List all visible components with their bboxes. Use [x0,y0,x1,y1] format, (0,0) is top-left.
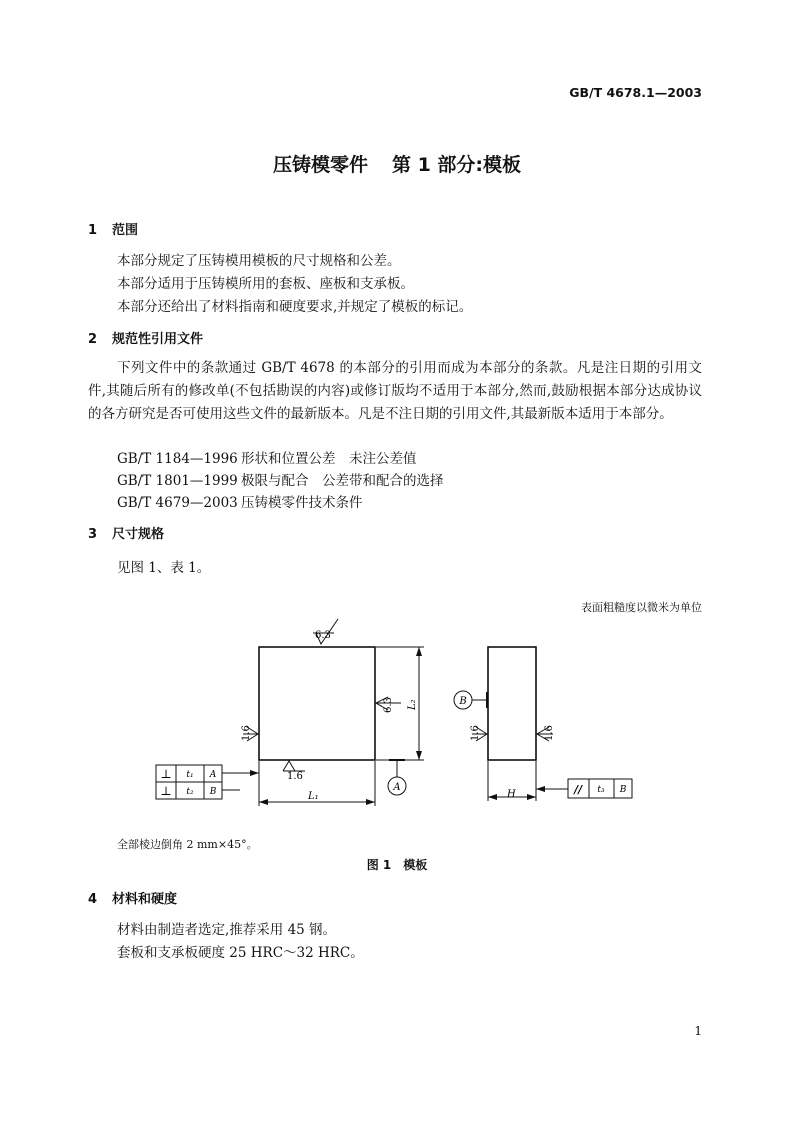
side-view-outline [488,647,536,760]
section-1-para-3: 本部分还给出了材料指南和硬度要求,并规定了模板的标记。 [117,299,473,315]
fcf2-symbol: ⊥ [160,784,172,798]
datum-A-circle [388,777,406,795]
standard-code: GB/T 4678.1—2003 [569,85,702,100]
section-3-heading: 3 尺寸规格 [88,527,165,542]
roughness-left-symbol [247,727,258,741]
fcf3-tolerance: t₃ [597,785,605,795]
fcf1-tolerance: t₁ [186,770,194,780]
title-main: 压铸模零件 [272,154,368,176]
roughness-top-value: 6.3 [315,630,331,641]
unit-note: 表面粗糙度以微米为单位 [581,601,702,614]
section-4-para-2: 套板和支承板硬度 25 HRC～32 HRC。 [117,945,364,961]
reference-item: GB/T 1184—1996 形状和位置公差 未注公差值 [117,451,417,467]
section-1-para-2: 本部分适用于压铸模所用的套板、座板和支承板。 [117,276,414,292]
roughness-side-left-value: 1.6 [470,725,481,741]
roughness-left-value: 1.6 [241,725,252,741]
section-1-heading: 1 范围 [88,223,139,238]
section-2-heading: 2 规范性引用文件 [88,332,204,347]
fcf1-symbol: ⊥ [160,767,172,781]
dim-L1-label: L₁ [308,791,319,802]
figure-caption: 图 1 模板 [366,858,428,872]
fcf3-symbol: // [573,783,583,796]
roughness-top-symbol [316,619,338,644]
roughness-right-value: 6.3 [383,697,394,713]
datum-B-circle [454,691,472,709]
fcf1-datum: A [209,770,217,780]
section-3-text: 见图 1、表 1。 [117,560,211,576]
section-1-para-1: 本部分规定了压铸模用模板的尺寸规格和公差。 [117,253,401,269]
reference-item: GB/T 1801—1999 极限与配合 公差带和配合的选择 [117,473,444,489]
fcf2-tolerance: t₂ [186,787,194,797]
roughness-side-right-value: 1.6 [544,725,555,741]
title-sub: 第 1 部分:模板 [391,154,522,176]
roughness-side-right-symbol [537,727,549,741]
roughness-bottom-symbol [283,761,295,771]
roughness-right-symbol [376,697,388,710]
chamfer-note: 全部棱边倒角 2 mm×45°。 [117,838,258,851]
section-4-para-1: 材料由制造者选定,推荐采用 45 钢。 [117,922,337,938]
datum-A-letter: A [393,782,401,793]
page-title [0,150,794,177]
reference-item: GB/T 4679—2003 压铸模零件技术条件 [117,495,363,511]
fcf3-datum: B [619,785,627,795]
front-view-outline [259,647,375,760]
datum-B-letter: B [459,696,467,707]
dim-H-label: H [507,789,516,800]
page-number: 1 [694,1024,702,1038]
section-2-intro: 下列文件中的条款通过 GB/T 4678 的本部分的引用而成为本部分的条款。凡是注日期的引用文件,其随后所有的修改单(不包括勘误的内容)或修订版均不适用于本部分,然而,鼓励根据本部分达成协议的各方研究是否可使用这些文件的最新版本。凡是不注日期的引用文件,其最新版本适用于本部分。 [88,360,702,422]
section-4-heading: 4 材料和硬度 [88,892,178,907]
fcf-box [156,765,222,799]
roughness-bottom-value: 1.6 [287,771,303,782]
dim-L2-label: L₂ [407,699,418,710]
roughness-side-left-symbol [476,727,487,741]
fcf2-datum: B [209,787,217,797]
fcf3-box [568,779,632,798]
